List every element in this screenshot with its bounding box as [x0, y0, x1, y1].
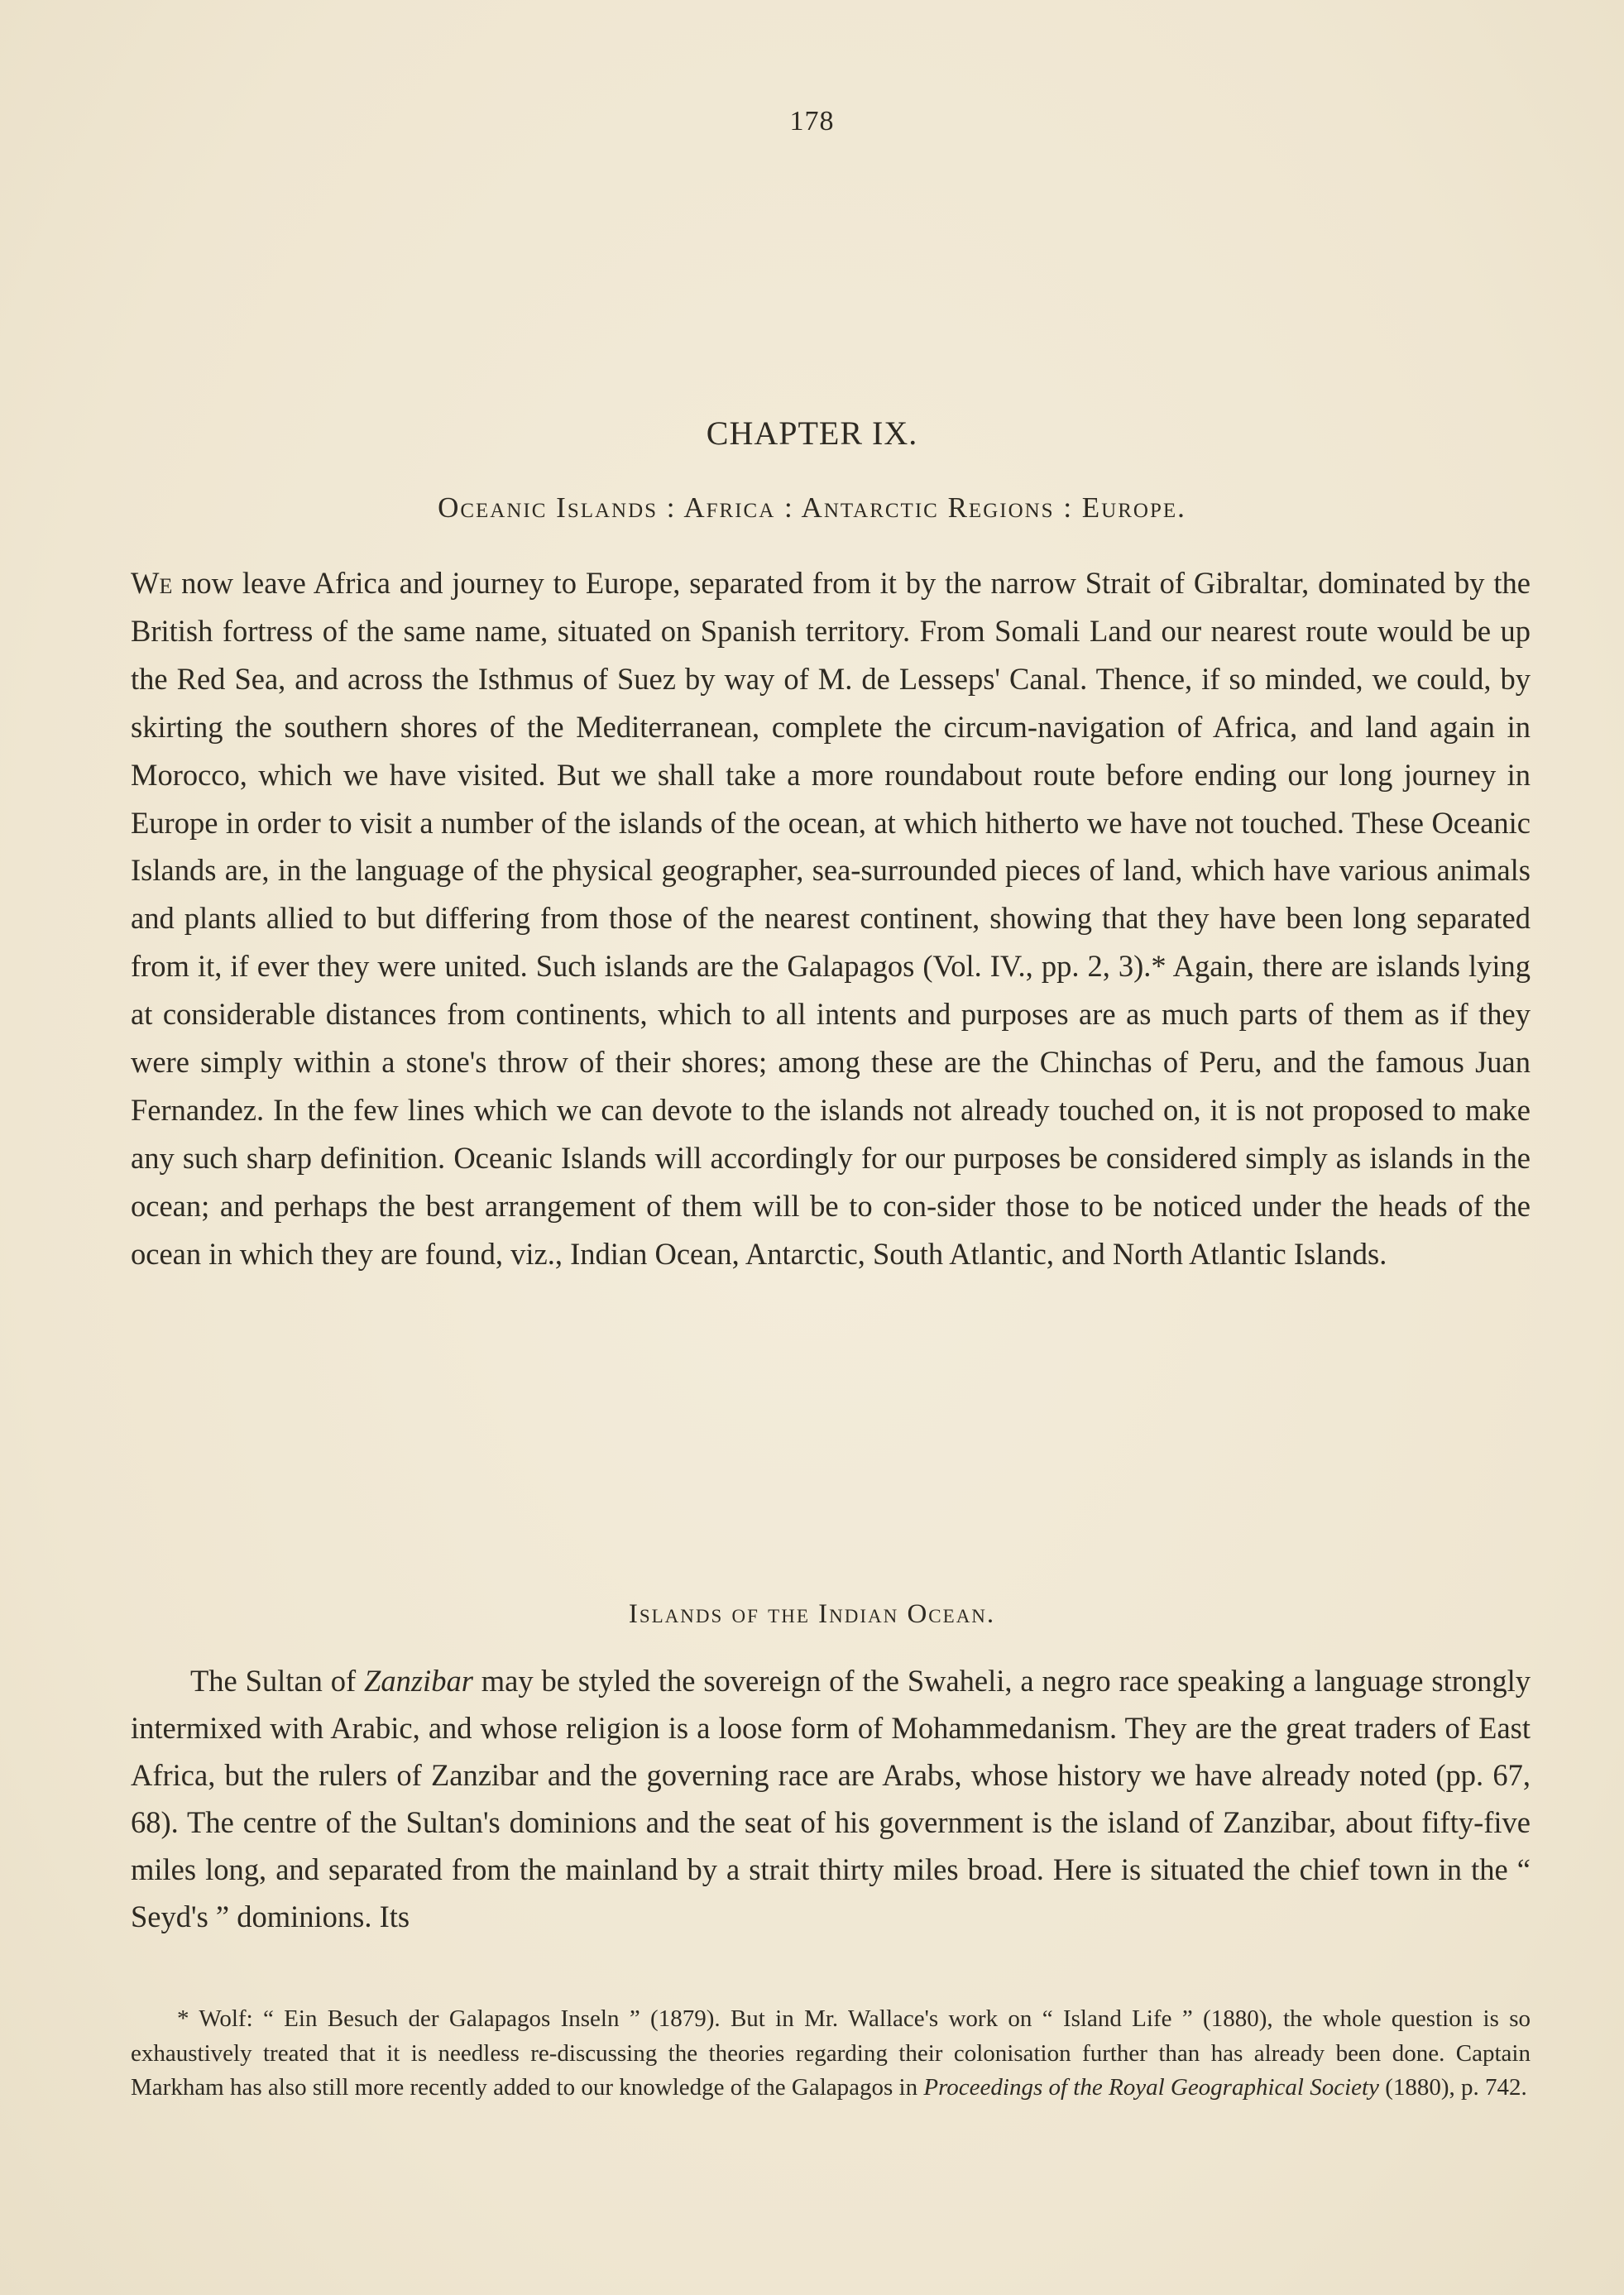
footnote-text: * Wolf: “ Ein Besuch der Galapagos Inseln ” (1879). But in Mr. Wallace's work on “ Island Life ” (1880), the whole question is so exhaustively treated that it is needless re-discussing the theories regarding their colonisation further than has already been done. Captain Markham has also still more recently added to our knowledge of the Galapagos in: [131, 2005, 1531, 2101]
zanzibar-italic: Zanzibar: [364, 1664, 473, 1698]
section-paragraph-rest: may be styled the sovereign of the Swaheli, a negro race speaking a language strongly intermixed with Arabic, and whose religion is a loose form of Mohammedanism. They are the great traders of East Africa, but the rulers of Zanzibar and the governing race are Arabs, whose history we have already noted (pp. 67, 68). The centre of the Sultan's dominions and the seat of his government is the island of Zanzibar, about fifty-five miles long, and separated from the mainland by a strait thirty miles broad. Here is situated the chief town in the “ Seyd's ” dominions. Its: [131, 1664, 1531, 1933]
footnote-journal: Proceedings of the Royal Geographical Society: [923, 2074, 1379, 2101]
footnote-text-end: (1880), p. 742.: [1378, 2074, 1527, 2101]
page-number: 178: [789, 106, 835, 137]
section-heading: Islands of the Indian Ocean.: [628, 1599, 996, 1629]
chapter-title: CHAPTER IX.: [706, 414, 918, 452]
intro-paragraph: [131, 559, 1531, 1278]
section-paragraph-start: The Sultan of: [190, 1664, 365, 1698]
intro-paragraph-text: now leave Africa and journey to Europe, separated from it by the narrow Strait of Gibraltar, dominated by the British fortress of the same name, situated on Spanish territory. From Somali Land our nearest route would be up the Red Sea, and across the Isthmus of Suez by way of M. de Lesseps' Canal. Thence, if so minded, we could, by skirting the southern shores of the Mediterranean, complete the circum-navigation of Africa, and land again in Morocco, which we have visited. But we shall take a more roundabout route before ending our long journey in Europe in order to visit a number of the islands of the ocean, at which hitherto we have not touched. These Oceanic Islands are, in the language of the physical geographer, sea-surrounded pieces of land, which have various animals and plants allied to but differing from those of the nearest continent, showing that they have been long separated from it, if ever they were united. Such islands are the Galapagos (Vol. IV., pp. 2, 3).* Again, there are islands lying at considerable distances from continents, which to all intents and purposes are as much parts of them as if they were simply within a stone's throw of their shores; among these are the Chinchas of Peru, and the famous Juan Fernandez. In the few lines which we can devote to the islands not already touched on, it is not proposed to make any such sharp definition. Oceanic Islands will accordingly for our purposes be considered simply as islands in the ocean; and perhaps the best arrangement of them will be to con-sider those to be noticed under the heads of the ocean in which they are found, viz., Indian Ocean, Antarctic, South Atlantic, and North Atlantic Islands.: [131, 566, 1531, 1271]
footnote: [131, 2002, 1531, 2106]
intro-lead-word: We: [131, 566, 173, 600]
chapter-subtitle: Oceanic Islands : Africa : Antarctic Regions : Europe.: [438, 491, 1186, 524]
section-paragraph: [131, 1657, 1531, 1940]
